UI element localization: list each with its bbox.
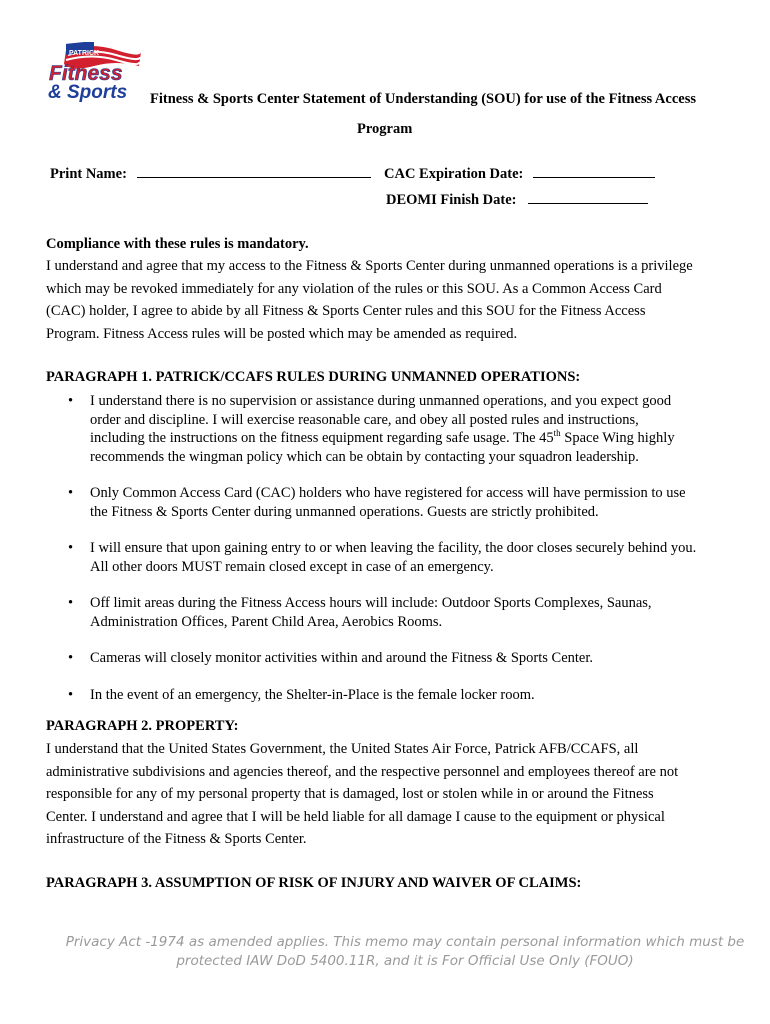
- bullet-line: Administration Offices, Parent Child Area, Aerobics Rooms.: [90, 613, 443, 630]
- paragraph-2-line: administrative subdivisions and agencies thereof, and the respective personnel and employees thereof are not: [46, 763, 679, 780]
- paragraph-2-line: Center. I understand and agree that I will be held liable for all damage I cause to the equipment or physical: [46, 808, 665, 825]
- bullet-line: recommends the wingman policy which can be obtain by contacting your squadron leadership.: [90, 448, 639, 465]
- paragraph-2-line: I understand that the United States Government, the United States Air Force, Patrick AFB/CCAFS, all: [46, 741, 639, 757]
- compliance-text: [46, 255, 736, 345]
- compliance-line: Program. Fitness Access rules will be posted which may be amended as required.: [46, 325, 518, 342]
- bullet-item: [46, 594, 736, 631]
- paragraph-1-bullet-list: [46, 392, 736, 722]
- bullet-item: [46, 539, 736, 576]
- compliance-line: I understand and agree that my access to the Fitness & Sports Center during unmanned operations is a privilege: [46, 258, 693, 274]
- bullet-item: [46, 649, 736, 668]
- privacy-act-footer: [60, 933, 750, 971]
- paragraph-3-heading: PARAGRAPH 3. ASSUMPTION OF RISK OF INJURY AND WAIVER OF CLAIMS:: [46, 875, 582, 891]
- paragraph-1-heading: PARAGRAPH 1. PATRICK/CCAFS RULES DURING UNMANNED OPERATIONS:: [46, 369, 581, 385]
- logo-sports-text: & Sports: [48, 82, 128, 102]
- bullet-line: All other doors MUST remain closed except in case of an emergency.: [90, 558, 494, 575]
- fitness-sports-logo: [46, 42, 142, 102]
- bullet-line-part: Space Wing highly: [560, 430, 675, 446]
- bullet-line: • Only Common Access Card (CAC) holders who have registered for access will have permission to use: [90, 485, 686, 501]
- title-line-1: Fitness & Sports Center Statement of Understanding (SOU) for use of the Fitness Access: [150, 91, 696, 107]
- flag-logo-graphic: [46, 42, 142, 102]
- bullet-line: • Cameras will closely monitor activities within and around the Fitness & Sports Center.: [90, 650, 593, 666]
- cac-expiration-blank[interactable]: [533, 165, 655, 178]
- print-name-blank[interactable]: [137, 165, 371, 178]
- footer-line: Privacy Act -1974 as amended applies. This memo may contain personal information which must be: [65, 934, 745, 950]
- paragraph-2-text: [46, 738, 736, 851]
- bullet-line: the Fitness & Sports Center during unmanned operations. Guests are strictly prohibited.: [90, 503, 599, 520]
- logo-badge-text: PATRICK: [69, 50, 100, 57]
- bullet-item: [46, 392, 736, 466]
- compliance-line: which may be revoked immediately for any violation of the rules or this SOU. As a Common Access Card: [46, 280, 662, 297]
- deomi-finish-field: [386, 191, 648, 209]
- paragraph-2-line: infrastructure of the Fitness & Sports Center.: [46, 831, 307, 847]
- bullet-line: • In the event of an emergency, the Shelter-in-Place is the female locker room.: [90, 686, 535, 703]
- paragraph-2-line: responsible for any of my personal property that is damaged, lost or stolen while in or around the Fitness: [46, 786, 654, 802]
- bullet-item: [46, 484, 736, 521]
- print-name-field: [50, 165, 371, 183]
- document-title: [150, 84, 730, 144]
- bullet-line-part: including the instructions on the fitness equipment regarding safe usage. The 45: [90, 430, 554, 446]
- cac-expiration-field: [384, 165, 655, 183]
- paragraph-2-heading: PARAGRAPH 2. PROPERTY:: [46, 718, 239, 734]
- bullet-line: • I understand there is no supervision or assistance during unmanned operations, and you expect good: [90, 393, 672, 409]
- deomi-finish-label: DEOMI Finish Date:: [386, 192, 517, 208]
- footer-line: protected IAW DoD 5400.11R, and it is For Official Use Only (FOUO): [176, 953, 634, 969]
- bullet-item: [46, 686, 736, 705]
- compliance-heading: Compliance with these rules is mandatory.: [46, 236, 309, 252]
- bullet-line: order and discipline. I will exercise reasonable care, and obey all posted rules and instructions,: [90, 411, 639, 428]
- bullet-line: [90, 429, 736, 448]
- bullet-line: • Off limit areas during the Fitness Access hours will include: Outdoor Sports Complexes, Saunas,: [90, 595, 652, 611]
- deomi-finish-blank[interactable]: [528, 191, 648, 204]
- print-name-label: Print Name:: [50, 166, 127, 182]
- bullet-line: • I will ensure that upon gaining entry to or when leaving the facility, the door closes securely behind you.: [90, 540, 697, 556]
- compliance-line: (CAC) holder, I agree to abide by all Fitness & Sports Center rules and this SOU for the Fitness Access: [46, 303, 646, 319]
- logo-fitness-text: Fitness: [49, 62, 123, 85]
- cac-expiration-label: CAC Expiration Date:: [384, 166, 524, 182]
- ordinal-superscript: th: [553, 428, 561, 439]
- title-line-2: Program: [357, 121, 413, 137]
